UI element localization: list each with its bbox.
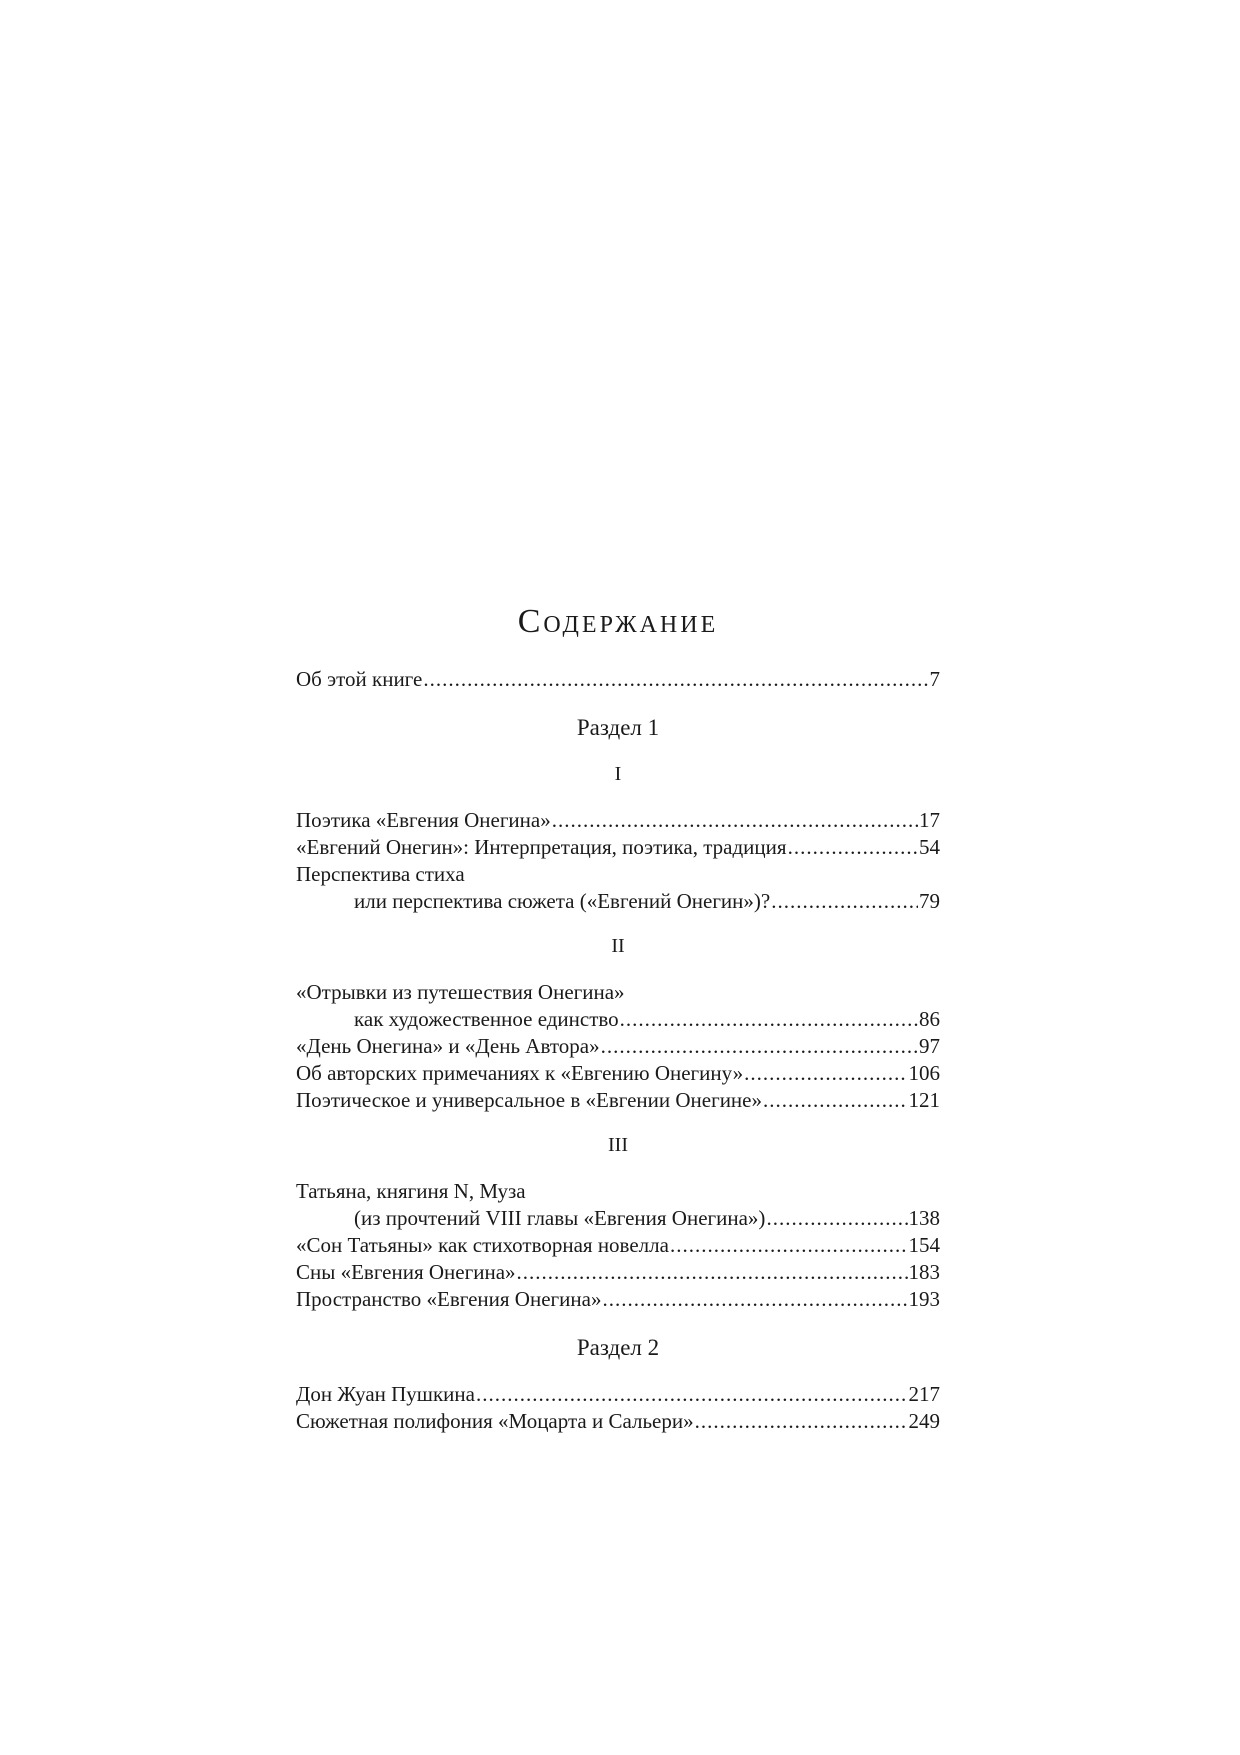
toc-entry-text: Поэтика «Евгения Онегина» bbox=[296, 808, 551, 832]
toc-entry-page: 154 bbox=[908, 1233, 940, 1257]
toc-entry-page: 106 bbox=[908, 1061, 940, 1085]
dot-leader bbox=[423, 666, 928, 693]
toc-entry-text: или перспектива сюжета («Евгений Онегин»)? bbox=[354, 889, 771, 913]
toc-entry[interactable] bbox=[296, 1286, 940, 1313]
dot-leader bbox=[670, 1232, 908, 1259]
toc-entry[interactable] bbox=[296, 1087, 940, 1114]
toc-entry-text: Об авторских примечаниях к «Евгению Онегину» bbox=[296, 1061, 744, 1085]
toc-entry-page: 17 bbox=[919, 808, 940, 832]
dot-leader bbox=[602, 1286, 907, 1313]
part-heading-2: II bbox=[611, 935, 625, 957]
toc-entry-text: Об этой книге bbox=[296, 667, 423, 691]
toc-entry-page: 7 bbox=[929, 667, 940, 691]
dot-leader bbox=[744, 1060, 907, 1087]
toc-entry-text: Сны «Евгения Онегина» bbox=[296, 1260, 516, 1284]
toc-entry[interactable] bbox=[296, 1259, 940, 1286]
toc-entry-text: «День Онегина» и «День Автора» bbox=[296, 1034, 600, 1058]
toc-entry-text: «Сон Татьяны» как стихотворная новелла bbox=[296, 1233, 669, 1257]
dot-leader bbox=[788, 834, 918, 861]
page-title: Содержание bbox=[517, 603, 719, 640]
dot-leader bbox=[695, 1408, 908, 1435]
toc-entry-first-line[interactable]: Татьяна, княгиня N, Муза bbox=[296, 1179, 526, 1203]
toc-entry-text: «Евгений Онегин»: Интерпретация, поэтика, традиция bbox=[296, 835, 787, 859]
toc-entry-page: 121 bbox=[908, 1088, 940, 1112]
part-heading-1: I bbox=[614, 763, 622, 785]
toc-entry[interactable] bbox=[296, 1033, 940, 1060]
toc-entry-page: 138 bbox=[908, 1206, 940, 1230]
toc-entry-text: Пространство «Евгения Онегина» bbox=[296, 1287, 602, 1311]
toc-entry-page: 79 bbox=[919, 889, 940, 913]
table-of-contents bbox=[296, 602, 940, 1435]
toc-entry-intro[interactable] bbox=[296, 666, 940, 693]
section-heading-2: Раздел 2 bbox=[576, 1335, 660, 1360]
toc-entry-page: 183 bbox=[908, 1260, 940, 1284]
toc-entry[interactable] bbox=[296, 1408, 940, 1435]
toc-entry-text: (из прочтений VIII главы «Евгения Онегина») bbox=[354, 1206, 766, 1230]
toc-entry-text: как художественное единство bbox=[354, 1007, 619, 1031]
toc-entry-page: 54 bbox=[919, 835, 940, 859]
toc-entry[interactable] bbox=[296, 1205, 940, 1232]
toc-entry[interactable] bbox=[296, 1006, 940, 1033]
dot-leader bbox=[476, 1381, 908, 1408]
dot-leader bbox=[620, 1006, 918, 1033]
dot-leader bbox=[763, 1087, 908, 1114]
toc-entry[interactable] bbox=[296, 1060, 940, 1087]
dot-leader bbox=[771, 888, 918, 915]
toc-entry[interactable] bbox=[296, 1232, 940, 1259]
dot-leader bbox=[766, 1205, 907, 1232]
toc-entry-text: Сюжетная полифония «Моцарта и Сальери» bbox=[296, 1409, 694, 1433]
section-heading-1: Раздел 1 bbox=[576, 715, 660, 740]
dot-leader bbox=[517, 1259, 908, 1286]
toc-entry-first-line[interactable]: «Отрывки из путешествия Онегина» bbox=[296, 980, 625, 1004]
toc-entry[interactable] bbox=[296, 888, 940, 915]
dot-leader bbox=[552, 807, 918, 834]
toc-entry[interactable] bbox=[296, 807, 940, 834]
toc-entry[interactable] bbox=[296, 834, 940, 861]
toc-entry-page: 249 bbox=[908, 1409, 940, 1433]
part-heading-3: III bbox=[608, 1134, 628, 1156]
dot-leader bbox=[601, 1033, 918, 1060]
toc-entry-text: Дон Жуан Пушкина bbox=[296, 1382, 475, 1406]
toc-entry-first-line[interactable]: Перспектива стиха bbox=[296, 862, 465, 886]
toc-entry-page: 193 bbox=[908, 1287, 940, 1311]
toc-entry[interactable] bbox=[296, 1381, 940, 1408]
toc-entry-page: 217 bbox=[908, 1382, 940, 1406]
toc-entry-page: 97 bbox=[919, 1034, 940, 1058]
toc-entry-page: 86 bbox=[919, 1007, 940, 1031]
toc-entry-text: Поэтическое и универсальное в «Евгении Онегине» bbox=[296, 1088, 762, 1112]
